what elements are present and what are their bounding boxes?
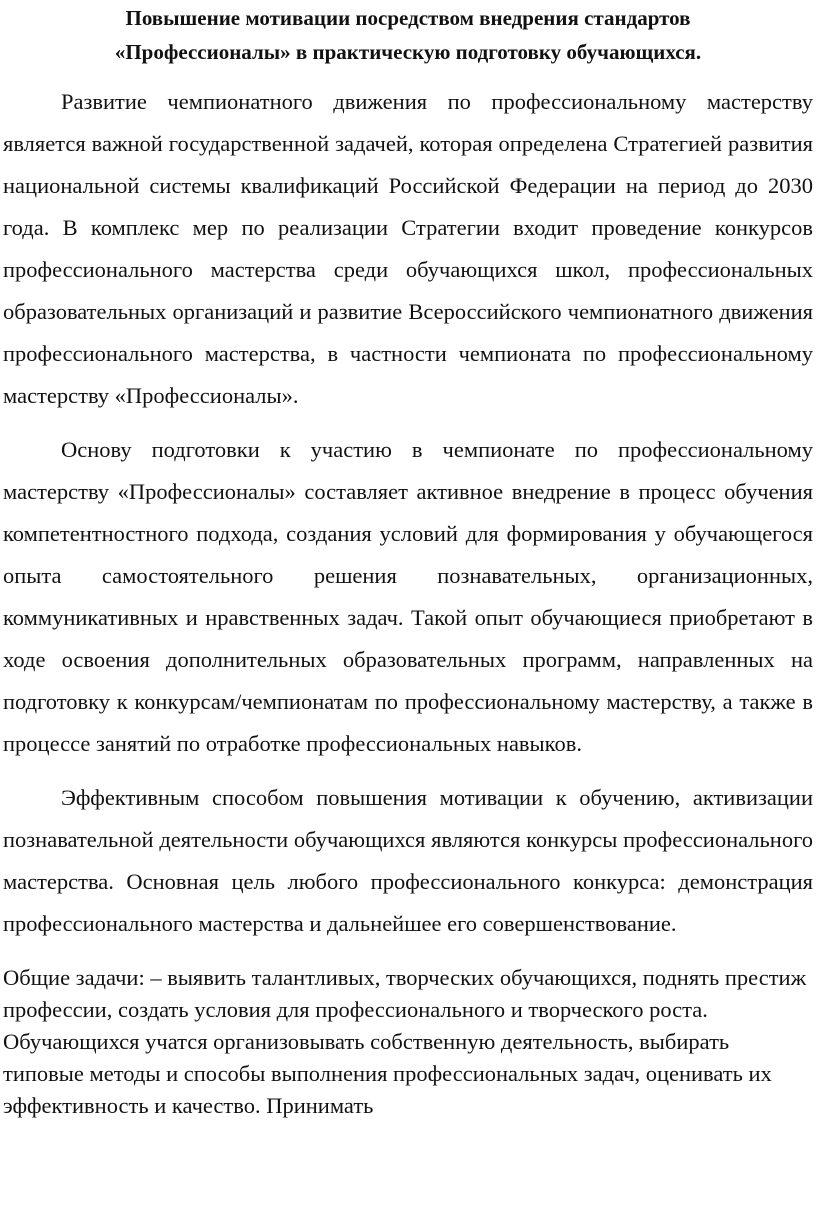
document-page xyxy=(3,0,813,1122)
paragraph-tasks: Общие задачи: – выявить талантливых, творческих обучающихся, поднять престиж профессии, создать условия для профессионального и творческого роста. Обучающихся учатся организовывать собственную деятельность, выбирать типовые методы и способы выполнения профессиональных задач, оценивать их эффективность и качество. Принимать xyxy=(3,965,807,1118)
paragraph-strategy: Развитие чемпионатного движения по профессиональному мастерству является важной государственной задачей, которая определена Стратегией развития национальной системы квалификаций Российской Федерации на период до 2030 года. В комплекс мер по реализации Стратегии входит проведение конкурсов профессионального мастерства среди обучающихся школ, профессиональных образовательных организаций и развитие Всероссийского чемпионатного движения профессионального мастерства, в частности чемпионата по профессиональному мастерству «Профессионалы». xyxy=(3,89,813,408)
paragraph-preparation: Основу подготовки к участию в чемпионате по профессиональному мастерству «Профессионалы» составляет активное внедрение в процесс обучения компетентностного подхода, создания условий для формирования у обучающегося опыта самостоятельного решения познавательных, организационных, коммуникативных и нравственных задач. Такой опыт обучающиеся приобретают в ходе освоения дополнительных образовательных программ, направленных на подготовку к конкурсам/чемпионатам по профессиональному мастерству, а также в процессе занятий по отработке профессиональных навыков. xyxy=(3,437,813,756)
title-line-2: «Профессионалы» в практическую подготовку обучающихся. xyxy=(114,40,702,64)
document-title xyxy=(3,0,813,69)
paragraph-motivation: Эффективным способом повышения мотивации к обучению, активизации познавательной деятельности обучающихся являются конкурсы профессионального мастерства. Основная цель любого профессионального конкурса: демонстрация профессионального мастерства и дальнейшее его совершенствование. xyxy=(3,785,813,936)
title-line-1: Повышение мотивации посредством внедрения стандартов xyxy=(125,6,691,30)
